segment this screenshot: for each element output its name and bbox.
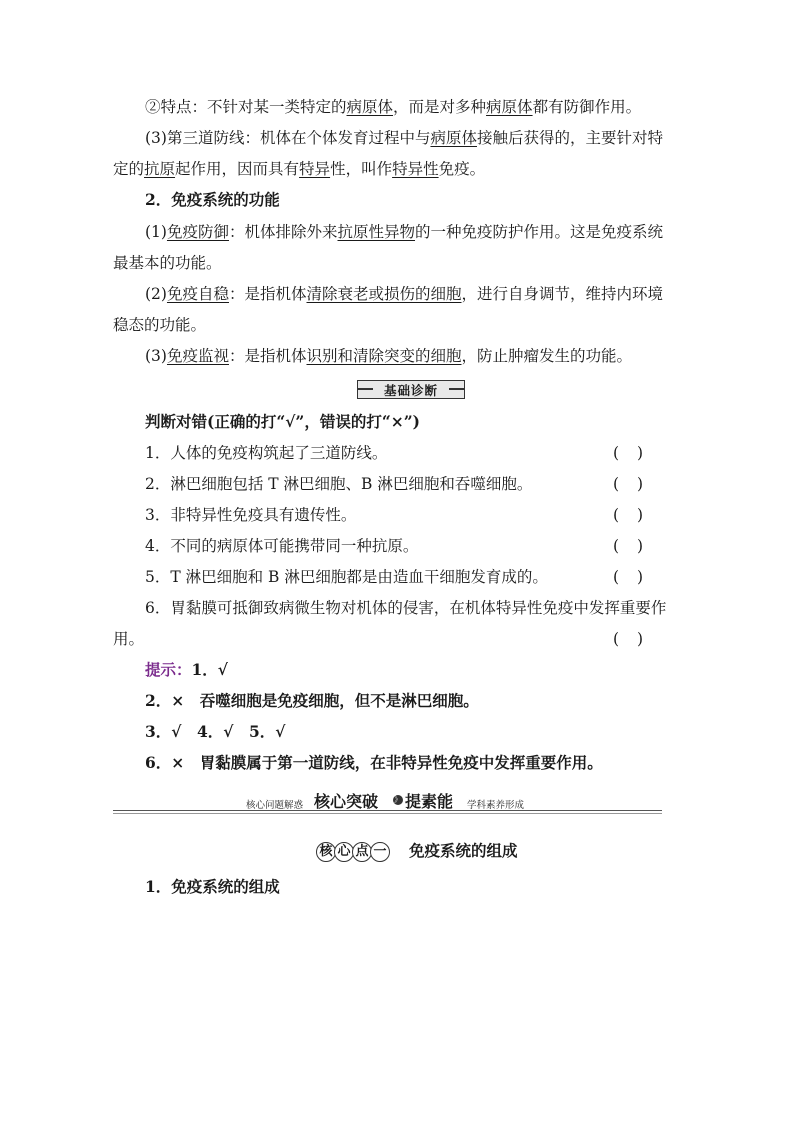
banner-right-caption: 学科素养形成 [467,800,525,811]
key-point-badge [316,842,388,862]
banner-arrow-icon: 》 [394,795,402,804]
banner-rule [113,810,662,811]
line-2: (3)第三道防线：机体在个体发育过程中与病原体接触后获得的，主要针对特 [145,129,663,147]
question-6: 6．胃黏膜可抵御致病微生物对机体的侵害，在机体特异性免疫中发挥重要作 [145,599,667,617]
key-point-title: 免疫系统的组成 [409,841,518,860]
line-5: (1)免疫防御：机体排除外来抗原性异物的一种免疫防护作用。这是免疫系统 [145,223,664,241]
underline-homeostasis: 免疫自稳 [166,285,229,303]
answer-paren-4: () [613,537,662,555]
hint-answer-6: 6．× 胃黏膜属于第一道防线，在非特异性免疫中发挥重要作用。 [145,753,603,772]
underline-pathogen: 病原体 [346,98,394,116]
answer-paren-6: () [613,630,662,648]
key-point-char: 心 [334,842,354,862]
key-point-char: 点 [352,842,372,862]
underline-specificity: 特异性 [392,160,439,178]
hint-label: 提示： [145,660,192,679]
underline-specific: 特异 [299,160,331,178]
answer-paren-2: () [613,475,662,493]
underline-mutant: 识别和清除突变的细胞 [306,347,462,365]
underline-foreign: 抗原性异物 [337,223,416,241]
underline-surveillance: 免疫监视 [166,347,229,365]
line-8: 稳态的功能。 [113,316,207,334]
answer-paren-5: () [613,568,662,586]
section-heading-functions: 2．免疫系统的功能 [145,190,280,209]
underline-antigen: 抗原 [144,160,176,178]
banner-title-core: 核心突破 [314,792,379,811]
line-7: (2)免疫自稳：是指机体清除衰老或损伤的细胞，进行自身调节，维持内环境 [145,285,664,303]
key-point-char: 一 [370,842,390,862]
question-1: 1．人体的免疫构筑起了三道防线。 [145,444,388,462]
question-4: 4．不同的病原体可能携带同一种抗原。 [145,537,419,555]
judge-intro: 判断对错(正确的打“√”，错误的打“×”) [145,412,421,431]
question-2: 2．淋巴细胞包括 T 淋巴细胞、B 淋巴细胞和吞噬细胞。 [145,475,533,493]
underline-pathogen: 病原体 [486,98,533,116]
question-6-cont: 用。 [113,630,145,648]
banner-title-skill: 提素能 [405,792,454,811]
underline-pathogen: 病原体 [430,129,477,147]
line-9: (3)免疫监视：是指机体识别和清除突变的细胞，防止肿瘤发生的功能。 [145,347,633,365]
line-3: 定的抗原起作用，因而具有特异性，叫作特异性免疫。 [113,160,486,178]
hint-answer-1: 提示：1．√ [145,660,228,679]
answer-paren-1: () [613,444,662,462]
underline-clear: 清除衰老或损伤的细胞 [306,285,462,303]
underline-defense: 免疫防御 [166,223,229,241]
banner-left-caption: 核心问题解惑 [246,800,304,811]
line-6: 最基本的功能。 [113,254,222,272]
question-3: 3．非特异性免疫具有遗传性。 [145,506,357,524]
final-heading: 1．免疫系统的组成 [145,877,280,896]
question-5: 5．T 淋巴细胞和 B 淋巴细胞都是由造血干细胞发育成的。 [145,568,548,586]
key-point-char: 核 [316,842,336,862]
banner-rule-2 [113,813,662,814]
answer-paren-3: () [613,506,662,524]
hint-answer-3: 3．√ 4．√ 5．√ [145,722,286,741]
diagnosis-label: 基础诊断 [357,380,465,399]
hint-answer-2: 2．× 吞噬细胞是免疫细胞，但不是淋巴细胞。 [145,691,479,710]
line-1: ②特点：不针对某一类特定的病原体，而是对多种病原体都有防御作用。 [145,98,642,116]
